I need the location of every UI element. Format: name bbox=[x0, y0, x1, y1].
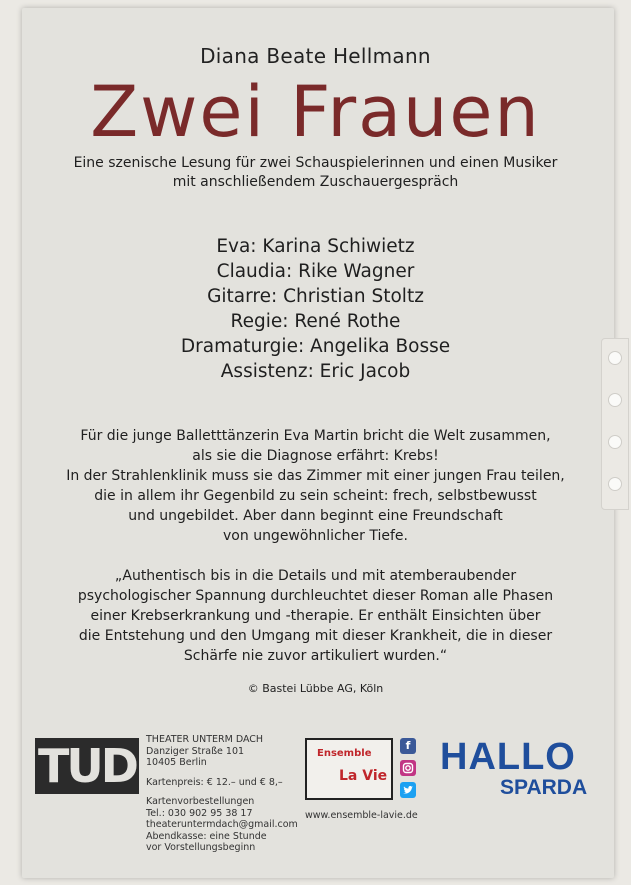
booking-line: vor Vorstellungsbeginn bbox=[146, 842, 256, 853]
description-line: als sie die Diagnose erfährt: Krebs! bbox=[192, 448, 439, 464]
cast-item: Dramaturgie: Angelika Bosse bbox=[180, 336, 451, 357]
page-title: Zwei Frauen bbox=[90, 71, 541, 153]
instagram-icon[interactable] bbox=[400, 760, 416, 776]
tud-logo: TUD bbox=[35, 738, 139, 794]
quote-line: die Entstehung und den Umgang mit dieser Krankheit, die in dieser bbox=[78, 628, 553, 644]
description-line: In der Strahlenklinik muss sie das Zimmer mit einer jungen Frau teilen, bbox=[66, 468, 565, 484]
cast-item: Assistenz: Eric Jacob bbox=[220, 361, 411, 382]
facebook-icon[interactable]: f bbox=[400, 738, 416, 754]
cast-item: Regie: René Rothe bbox=[230, 311, 401, 332]
booking-line: Tel.: 030 902 95 38 17 bbox=[146, 807, 253, 819]
subtitle-line: mit anschließendem Zuschauergespräch bbox=[172, 174, 459, 190]
website-link[interactable]: www.ensemble-lavie.de bbox=[305, 810, 418, 821]
address-line: Danziger Straße 101 bbox=[146, 745, 245, 757]
ticket-prices: Kartenpreis: € 12.– und € 8,– bbox=[146, 776, 283, 788]
description bbox=[0, 426, 631, 546]
description-line: die in allem ihr Gegenbild zu sein scheint: frech, selbstbewusst bbox=[94, 488, 537, 504]
quote-line: einer Krebserkrankung und -therapie. Er enthält Einsichten über bbox=[90, 608, 541, 624]
cast-list bbox=[0, 234, 631, 384]
quote-line: Schärfe nie zuvor artikuliert wurden.“ bbox=[183, 648, 448, 664]
author: Diana Beate Hellmann bbox=[200, 44, 431, 68]
ensemble-logo bbox=[305, 738, 393, 800]
ensemble-logo-line: Ensemble bbox=[317, 748, 372, 759]
cast-item: Gitarre: Christian Stoltz bbox=[207, 286, 424, 307]
cast-item: Claudia: Rike Wagner bbox=[216, 261, 415, 282]
copyright: © Bastei Lübbe AG, Köln bbox=[247, 682, 384, 695]
twitter-icon[interactable] bbox=[400, 782, 416, 798]
sponsor-logo-hallo: HALLO bbox=[440, 736, 576, 778]
theater-info bbox=[146, 734, 306, 854]
ensemble-logo-line: La Vie bbox=[339, 768, 388, 784]
booking-line: Abendkasse: eine Stunde bbox=[146, 830, 267, 842]
subtitle bbox=[0, 154, 631, 192]
theater-name: THEATER UNTERM DACH bbox=[146, 734, 264, 745]
quote-line: „Authentisch bis in die Details und mit atemberaubender bbox=[114, 568, 517, 584]
booking-email: theateruntermdach@gmail.com bbox=[146, 819, 298, 830]
address-line: 10405 Berlin bbox=[146, 757, 207, 768]
description-line: und ungebildet. Aber dann beginnt eine Freundschaft bbox=[128, 508, 503, 524]
review-quote bbox=[0, 566, 631, 666]
subtitle-line: Eine szenische Lesung für zwei Schauspielerinnen und einen Musiker bbox=[73, 155, 558, 171]
punch-hole bbox=[608, 393, 622, 407]
description-line: von ungewöhnlicher Tiefe. bbox=[223, 528, 408, 544]
description-line: Für die junge Balletttänzerin Eva Martin bricht die Welt zusammen, bbox=[80, 428, 551, 444]
quote-line: psychologischer Spannung durchleuchtet dieser Roman alle Phasen bbox=[77, 588, 554, 604]
sponsor-logo-sparda: SPARDA bbox=[500, 776, 588, 799]
booking-line: Kartenvorbestellungen bbox=[146, 796, 255, 807]
cast-item: Eva: Karina Schiwietz bbox=[216, 236, 415, 257]
